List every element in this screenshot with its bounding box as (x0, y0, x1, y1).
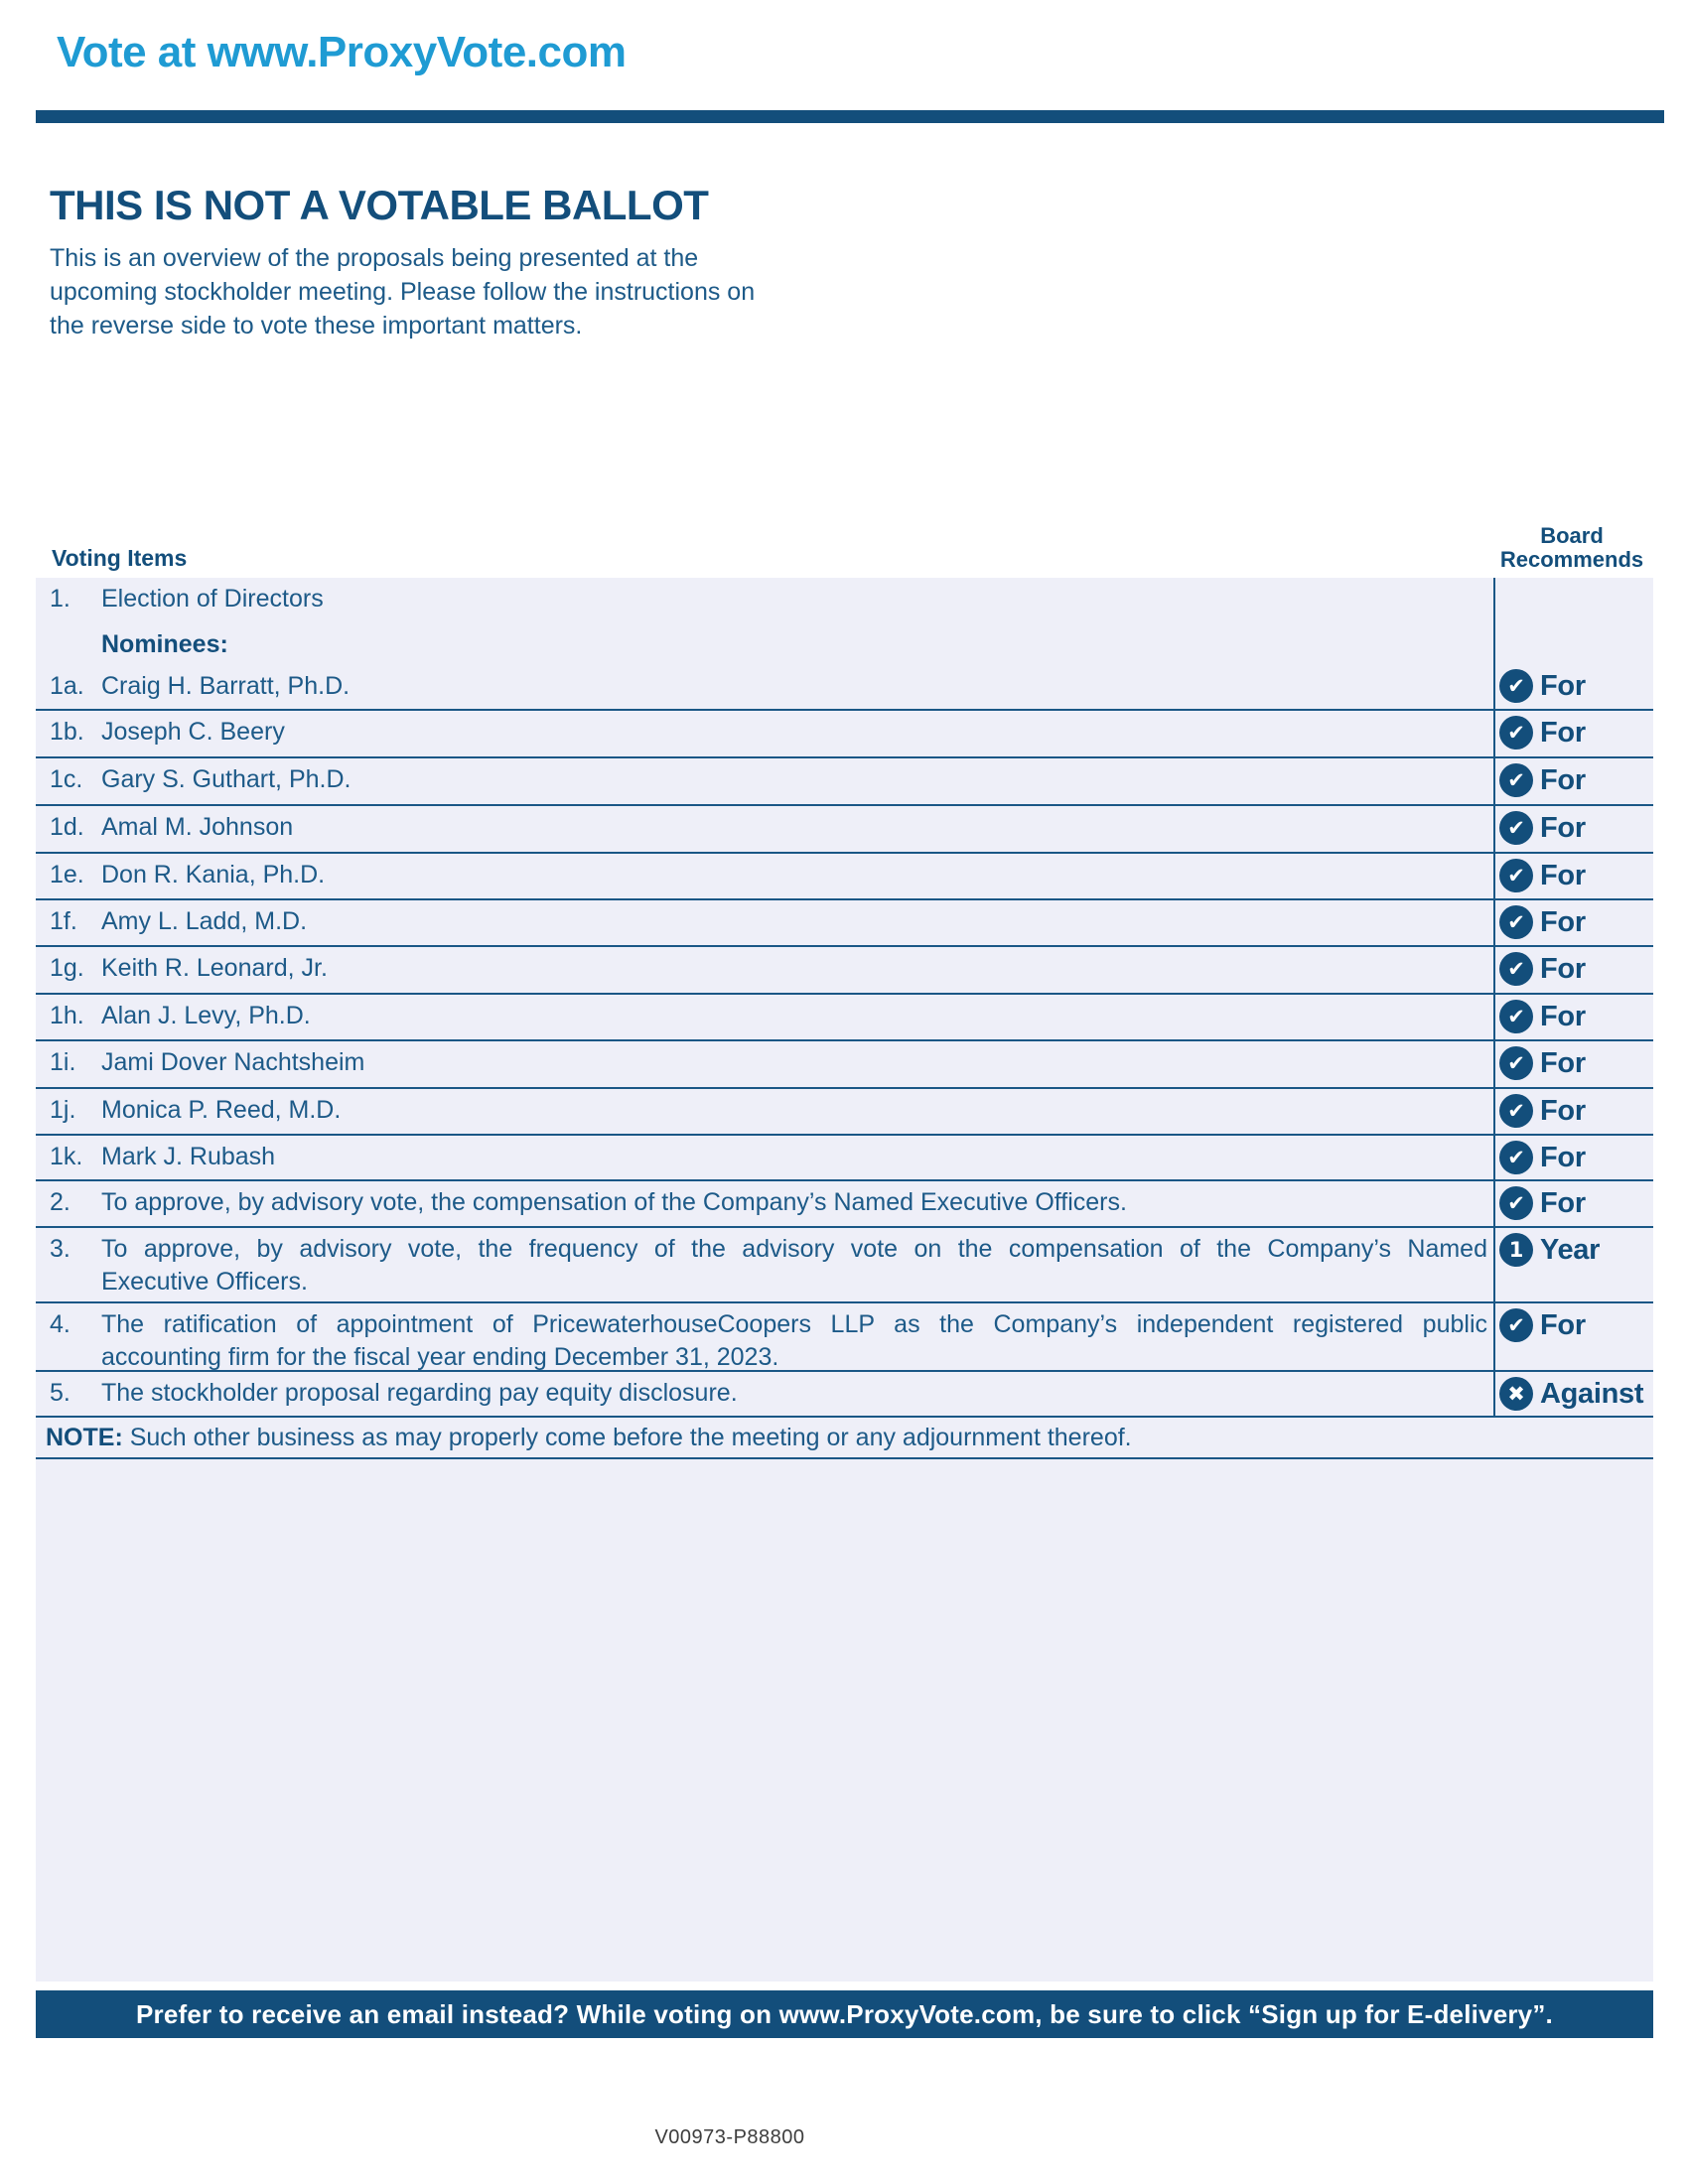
voting-item-cell (36, 947, 1493, 993)
voting-item-cell (36, 578, 1493, 709)
voting-item-row-1g (36, 947, 1653, 995)
intro-paragraph (50, 241, 755, 342)
recommend-label: For (1540, 905, 1586, 938)
voting-item-row-5 (36, 1372, 1653, 1418)
voting-item-line (50, 583, 1487, 615)
recommend-badge-for (1499, 859, 1586, 892)
item-number: 1i. (50, 1048, 76, 1076)
voting-item-line (50, 811, 1487, 844)
item-text: Alan J. Levy, Ph.D. (101, 1002, 311, 1029)
recommend-label: For (1540, 716, 1586, 749)
item-text: Jami Dover Nachtsheim (101, 1048, 365, 1076)
check-icon: ✔ (1499, 763, 1533, 797)
recommendation-cell (1493, 711, 1653, 756)
recommendation-cell (1493, 578, 1653, 709)
board-recommends-line: Recommends (1499, 547, 1644, 572)
voting-item-line (50, 1094, 1487, 1127)
recommend-badge-for (1499, 669, 1586, 703)
item-number: 1k. (50, 1143, 83, 1170)
voting-item-line (50, 1000, 1487, 1032)
number-1-icon: 1 (1499, 1233, 1533, 1267)
x-icon: ✖ (1499, 1377, 1533, 1411)
voting-item-line (50, 859, 1487, 891)
voting-item-cell (36, 1041, 1493, 1087)
voting-item-row-1e (36, 854, 1653, 900)
voting-item-cell (36, 1089, 1493, 1134)
item-number: 1d. (50, 813, 84, 841)
voting-table (36, 578, 1653, 1981)
voting-item-row-1c (36, 758, 1653, 806)
item-text: accounting firm for the fiscal year ending December 31, 2023. (101, 1343, 779, 1370)
recommendation-cell (1493, 1136, 1653, 1179)
proxyvote-header-link: Vote at www.ProxyVote.com (57, 28, 627, 76)
voting-item-cell (36, 806, 1493, 852)
intro-line: This is an overview of the proposals being presented at the (50, 244, 699, 272)
voting-rows (36, 578, 1653, 1418)
voting-item-line (50, 952, 1487, 985)
item-text: Don R. Kania, Ph.D. (101, 861, 326, 888)
voting-item-line (50, 1186, 1487, 1219)
voting-item-line (50, 763, 1487, 796)
item-number: 1c. (50, 765, 83, 793)
recommend-label: Year (1540, 1233, 1601, 1266)
voting-item-row-1b (36, 711, 1653, 758)
item-text: Monica P. Reed, M.D. (101, 1096, 342, 1124)
voting-item-row-1h (36, 995, 1653, 1041)
voting-item-row-1d (36, 806, 1653, 854)
recommend-label: For (1540, 859, 1586, 891)
check-icon: ✔ (1499, 1094, 1533, 1128)
recommend-badge-for (1499, 1186, 1586, 1220)
intro-line: the reverse side to vote these important matters. (50, 312, 583, 340)
voting-item-row-1 (36, 578, 1653, 711)
recommend-badge-for (1499, 1094, 1586, 1128)
voting-item-line (50, 1308, 1487, 1341)
recommend-label: For (1540, 1308, 1586, 1341)
item-number: 1j. (50, 1096, 76, 1124)
page-title: THIS IS NOT A VOTABLE BALLOT (50, 182, 709, 228)
recommend-badge-for (1499, 1000, 1586, 1033)
recommend-label: For (1540, 669, 1586, 702)
voting-item-cell (36, 1228, 1493, 1301)
item-text: Election of Directors (101, 585, 324, 613)
item-text: Mark J. Rubash (101, 1143, 276, 1170)
recommend-badge-against (1499, 1377, 1643, 1411)
recommend-badge-for (1499, 763, 1586, 797)
recommend-badge-for (1499, 952, 1586, 986)
item-text: Craig H. Barratt, Ph.D. (101, 672, 351, 700)
item-text: To approve, by advisory vote, the frequency of the advisory vote on the compensation of the Company’s Named (101, 1235, 1487, 1263)
check-icon: ✔ (1499, 1186, 1533, 1220)
recommend-label: For (1540, 1000, 1586, 1032)
recommendation-cell (1493, 854, 1653, 898)
recommend-label: For (1540, 811, 1586, 844)
check-icon: ✔ (1499, 952, 1533, 986)
recommendation-cell (1493, 1089, 1653, 1134)
recommendation-cell (1493, 806, 1653, 852)
board-recommends-line: Board (1540, 523, 1604, 548)
voting-item-cell (36, 1372, 1493, 1416)
check-icon: ✔ (1499, 1141, 1533, 1174)
intro-line: upcoming stockholder meeting. Please follow the instructions on (50, 278, 756, 306)
note-row (36, 1418, 1653, 1459)
recommend-label: For (1540, 763, 1586, 796)
voting-item-cell (36, 854, 1493, 898)
recommend-badge-for (1499, 811, 1586, 845)
recommendation-cell (1493, 758, 1653, 804)
document-control-number: V00973-P88800 (654, 2126, 805, 2148)
voting-item-cell (36, 758, 1493, 804)
voting-item-line (50, 1266, 1487, 1298)
voting-item-cell (36, 1303, 1493, 1370)
item-text: To approve, by advisory vote, the compensation of the Company’s Named Executive Officers. (101, 1188, 1127, 1216)
item-text: The stockholder proposal regarding pay equity disclosure. (101, 1379, 738, 1407)
recommend-badge-one_year (1499, 1233, 1600, 1267)
item-text: Keith R. Leonard, Jr. (101, 954, 328, 982)
item-number (50, 1266, 101, 1298)
voting-item-row-1f (36, 900, 1653, 947)
voting-item-cell (36, 711, 1493, 756)
voting-item-line (50, 716, 1487, 749)
check-icon: ✔ (1499, 811, 1533, 845)
voting-item-line (50, 1046, 1487, 1079)
voting-item-line (50, 1341, 1487, 1370)
check-icon: ✔ (1499, 716, 1533, 750)
voting-item-cell (36, 1181, 1493, 1226)
recommend-label: Against (1540, 1377, 1644, 1410)
check-icon: ✔ (1499, 1046, 1533, 1080)
item-number: 1g. (50, 954, 84, 982)
recommend-label: For (1540, 1046, 1586, 1079)
item-number: 2. (50, 1188, 70, 1216)
item-number: 1h. (50, 1002, 84, 1029)
recommendation-cell (1493, 1041, 1653, 1087)
recommend-label: For (1540, 952, 1586, 985)
voting-item-row-3 (36, 1228, 1653, 1303)
recommend-badge-for (1499, 905, 1586, 939)
recommendation-cell (1493, 1303, 1653, 1370)
recommend-badge-for (1499, 1308, 1586, 1342)
voting-item-line (50, 905, 1487, 938)
voting-item-row-4 (36, 1303, 1653, 1372)
recommendation-cell (1493, 900, 1653, 945)
note-text: Such other business as may properly come before the meeting or any adjournment thereof. (122, 1424, 1132, 1451)
item-number: 3. (50, 1235, 70, 1263)
check-icon: ✔ (1499, 859, 1533, 892)
check-icon: ✔ (1499, 669, 1533, 703)
note-label: NOTE: (46, 1424, 123, 1451)
voting-item-row-1i (36, 1041, 1653, 1089)
check-icon: ✔ (1499, 1000, 1533, 1033)
voting-item-line (50, 1141, 1487, 1173)
voting-item-cell (36, 995, 1493, 1039)
recommendation-cell (1493, 1228, 1653, 1301)
item-number: 1. (50, 585, 70, 613)
voting-item-row-1j (36, 1089, 1653, 1136)
voting-item-cell (36, 1136, 1493, 1179)
item-number: 4. (50, 1310, 70, 1338)
recommend-label: For (1540, 1186, 1586, 1219)
item-number (50, 1341, 101, 1370)
voting-item-row-2 (36, 1181, 1653, 1228)
voting-item-line (50, 1233, 1487, 1266)
item-text: Gary S. Guthart, Ph.D. (101, 765, 352, 793)
recommend-label: For (1540, 1141, 1586, 1173)
header-divider-bar (36, 110, 1664, 123)
item-text: Executive Officers. (101, 1268, 308, 1296)
check-icon: ✔ (1499, 905, 1533, 939)
recommendation-cell (1493, 947, 1653, 993)
recommendation-cell (1493, 995, 1653, 1039)
voting-item-line (50, 1377, 1487, 1410)
item-text: Nominees: (101, 630, 228, 658)
voting-item-line (50, 628, 1487, 661)
recommend-badge-for (1499, 1141, 1586, 1174)
recommend-badge-for (1499, 716, 1586, 750)
column-header-voting-items: Voting Items (52, 545, 188, 571)
recommend-label: For (1540, 1094, 1586, 1127)
recommend-badge-for (1499, 1046, 1586, 1080)
item-text: Amy L. Ladd, M.D. (101, 907, 308, 935)
check-icon: ✔ (1499, 1308, 1533, 1342)
item-text: Amal M. Johnson (101, 813, 294, 841)
recommendation-cell (1493, 1372, 1653, 1416)
column-header-board-recommends (1484, 524, 1659, 572)
item-number: 1e. (50, 861, 84, 888)
voting-item-row-1k (36, 1136, 1653, 1181)
item-number (50, 628, 101, 661)
recommendation-cell (1493, 1181, 1653, 1226)
item-number: 1b. (50, 718, 84, 746)
item-text: Joseph C. Beery (101, 718, 285, 746)
item-number: 1a. (50, 672, 84, 700)
voting-item-cell (36, 900, 1493, 945)
item-text: The ratification of appointment of PricewaterhouseCoopers LLP as the Company’s independent registered public (101, 1310, 1487, 1338)
edelivery-banner: Prefer to receive an email instead? While voting on www.ProxyVote.com, be sure to click “Sign up for E-delivery”. (36, 1990, 1653, 2038)
voting-item-line (50, 670, 1487, 703)
item-number: 5. (50, 1379, 70, 1407)
item-number: 1f. (50, 907, 77, 935)
